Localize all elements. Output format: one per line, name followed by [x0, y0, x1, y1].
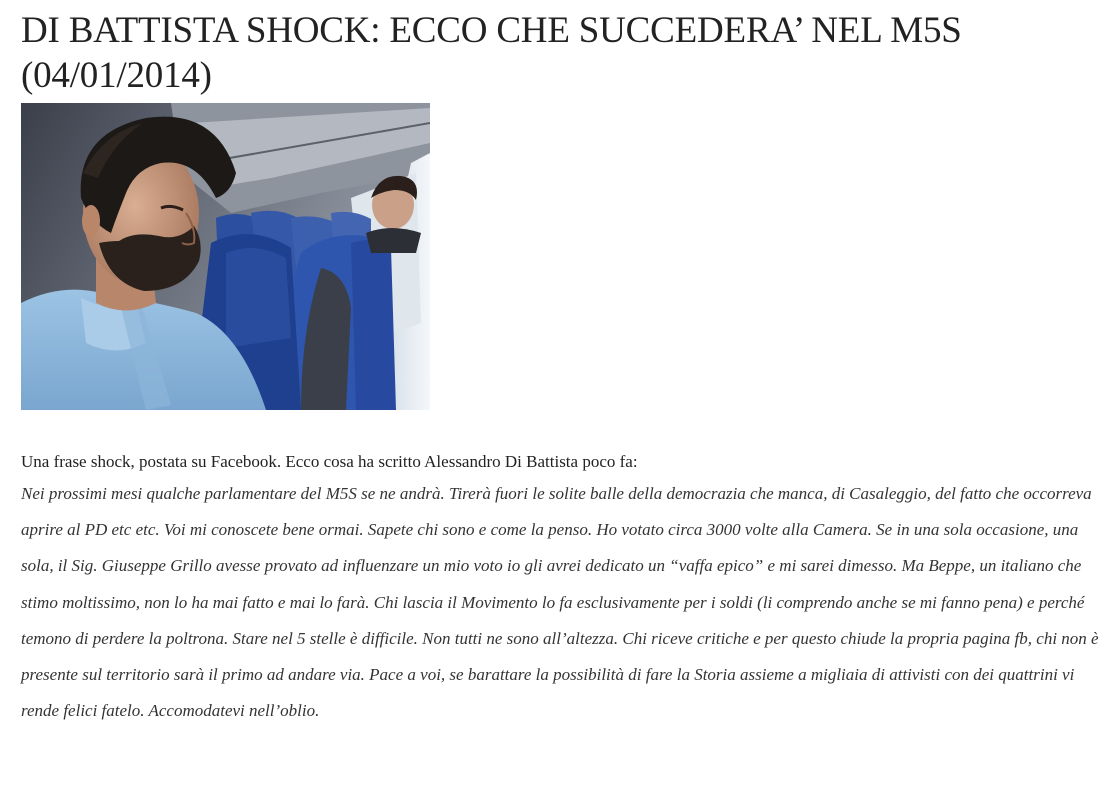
- article-title: [21, 8, 1106, 98]
- bus-interior-photo: [21, 103, 430, 410]
- article: [21, 8, 1106, 729]
- article-quote: Nei prossimi mesi qualche parlamentare del M5S se ne andrà. Tirerà fuori le solite balle della democrazia che manca, di Casaleggio, del fatto che occorreva aprire al PD etc etc. Voi mi conoscete bene ormai. Sapete chi sono e come la penso. Ho votato circa 3000 volte alla Camera. Se in una sola occasione, una sola, il Sig. Giuseppe Grillo avesse provato ad influenzare un mio voto io gli avrei dedicato un “vaffa epico” e mi sarei dimesso. Ma Beppe, un italiano che stimo moltissimo, non lo ha mai fatto e mai lo farà. Chi lascia il Movimento lo fa esclusivamente per i soldi (li comprendo anche se mi fanno pena) e perché temono di perdere la poltrona. Stare nel 5 stelle è difficile. Non tutti ne sono all’altezza. Chi riceve critiche e per questo chiude la propria pagina fb, chi non è presente sul territorio sarà il primo ad andare via. Pace a voi, se barattare la possibilità di fare la Storia assieme a migliaia di attivisti con dei quattrini vi rende felici fatelo. Accomodatevi nell’oblio.: [21, 484, 1099, 721]
- title-line-1: DI BATTISTA SHOCK: ECCO CHE SUCCEDERA’ NEL M5S: [21, 10, 962, 51]
- title-line-2: (04/01/2014): [21, 55, 212, 96]
- article-lead: Una frase shock, postata su Facebook. Ecco cosa ha scritto Alessandro Di Battista poco fa:: [21, 452, 638, 471]
- article-photo: [21, 103, 430, 410]
